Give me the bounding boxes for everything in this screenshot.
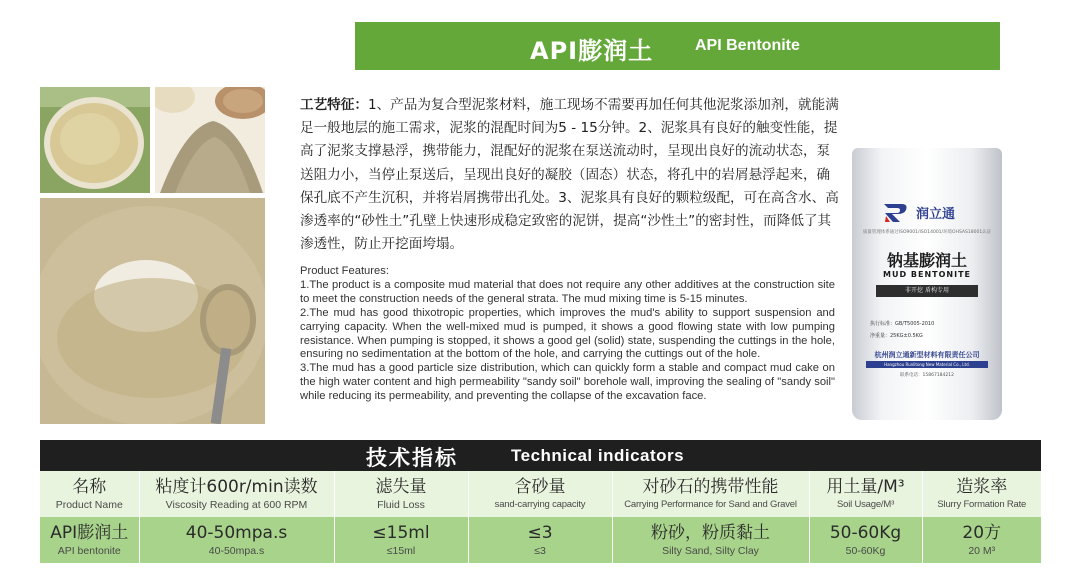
column-header: 含砂量 sand-carrying capacity bbox=[468, 471, 612, 517]
table-cell: ≤15ml ≤15ml bbox=[334, 517, 468, 563]
bag-weight: 净重量：25KG±0.5KG bbox=[870, 333, 923, 339]
bag-certifications: 质量管理体系通过ISO9001/ISO14001/环境OHSAS18001认证 bbox=[862, 230, 992, 235]
title-english: API Bentonite bbox=[695, 37, 800, 54]
feature-item: 2.The mud has good thixotropic properties, which improves the mud's ability to support suspension and carrying capacity. When the well-mixed mud is pumped, it shows a good flowing state with low pumping resistance. When pumping is stopped, it shows a good gel (solid) state, suspending the cuttings in the hole, ensuring no sedimentation at the bottom of the hole, and carrying the cuttings out of the hole. bbox=[300, 306, 835, 361]
table-cell: 40-50mpa.s 40-50mpa.s bbox=[139, 517, 334, 563]
table-header-row bbox=[40, 471, 1041, 517]
column-header: 滤失量 Fluid Loss bbox=[334, 471, 468, 517]
brand-logo-icon bbox=[882, 200, 910, 224]
title-banner bbox=[355, 22, 1000, 70]
bag-company-english: Hangzhou Runlitong New Material Co., Ltd. bbox=[866, 361, 988, 368]
technical-indicators-table bbox=[40, 471, 1041, 563]
bag-phone: 联系电话：15867184212 bbox=[900, 373, 954, 378]
table-row bbox=[40, 517, 1041, 563]
column-header: 造浆率 Slurry Formation Rate bbox=[922, 471, 1041, 517]
table-cell: 50-60Kg 50-60Kg bbox=[809, 517, 922, 563]
column-header: 名称 Product Name bbox=[40, 471, 139, 517]
bag-usage-band: 非开挖 盾构专用 bbox=[876, 285, 978, 297]
powder-pile-photo bbox=[155, 87, 265, 193]
product-features-english bbox=[300, 265, 835, 404]
table-cell: 20方 20 M³ bbox=[922, 517, 1041, 563]
technical-indicators-title-english: Technical indicators bbox=[511, 446, 685, 465]
granules-spoon-photo bbox=[40, 198, 265, 424]
process-features-label: 工艺特征： bbox=[300, 97, 368, 113]
table-cell: 粉砂，粉质黏土 Silty Sand, Silty Clay bbox=[612, 517, 809, 563]
table-cell: ≤3 ≤3 bbox=[468, 517, 612, 563]
powder-bowl-photo bbox=[40, 87, 150, 193]
bag-company-chinese: 杭州润立通新型材料有限责任公司 bbox=[874, 351, 980, 359]
technical-indicators-header bbox=[40, 440, 1041, 471]
product-bag-image bbox=[852, 148, 1002, 420]
column-header: 对砂石的携带性能 Carrying Performance for Sand and Gravel bbox=[612, 471, 809, 517]
column-header: 粘度计600r/min读数 Viscosity Reading at 600 RPM bbox=[139, 471, 334, 517]
feature-item: 3.The mud has a good particle size distribution, which can quickly form a stable and compact mud cake on the high water content and high permeability "sandy soil" borehole wall, improving the sealing of "sandy soil" while reducing its permeability, and preventing the collapse of the excavation face. bbox=[300, 362, 835, 403]
bag-logo bbox=[882, 200, 972, 224]
technical-indicators-title-chinese: 技术指标 bbox=[366, 446, 458, 470]
bag-product-chinese: 钠基膨润土 bbox=[886, 251, 967, 270]
process-features-text: 1、产品为复合型泥浆材料，施工现场不需要再加任何其他泥浆添加剂，就能满足一般地层的施工需求，泥浆的混配时间为5 - 15分钟。2、泥浆具有良好的触变性能，提高了泥浆支撑悬浮，携带能力，混配好的泥浆在泵送流动时，呈现出良好的流动状态，泵送阻力小，当停止泵送后，呈现出良好的凝胶（固态）状态，将孔中的岩屑悬浮起来，确保孔底不产生沉积，并将岩屑携带出孔处。3、泥浆具有良好的颗粒级配，可在高含水、高渗透率的“砂性土”孔壁上快速形成稳定致密的泥饼，提高“沙性土”的密封性，而降低了其渗透性，防止开挖面垮塌。 bbox=[300, 97, 839, 253]
bag-product-english: MUD BENTONITE bbox=[883, 270, 971, 279]
title-chinese: API膨润土 bbox=[530, 37, 654, 65]
bag-brand-name: 润立通 bbox=[916, 207, 956, 222]
bag-standard: 执行标准：GB/T5005-2010 bbox=[870, 321, 935, 327]
feature-item: 1.The product is a composite mud material that does not require any other additives at the construction site to meet the construction needs of the general strata. The mud mixing time is 5-15 minutes. bbox=[300, 278, 835, 305]
table-cell: API膨润土 API bentonite bbox=[40, 517, 139, 563]
column-header: 用土量/M³ Soil Usage/M³ bbox=[809, 471, 922, 517]
features-heading: Product Features: bbox=[300, 265, 389, 277]
